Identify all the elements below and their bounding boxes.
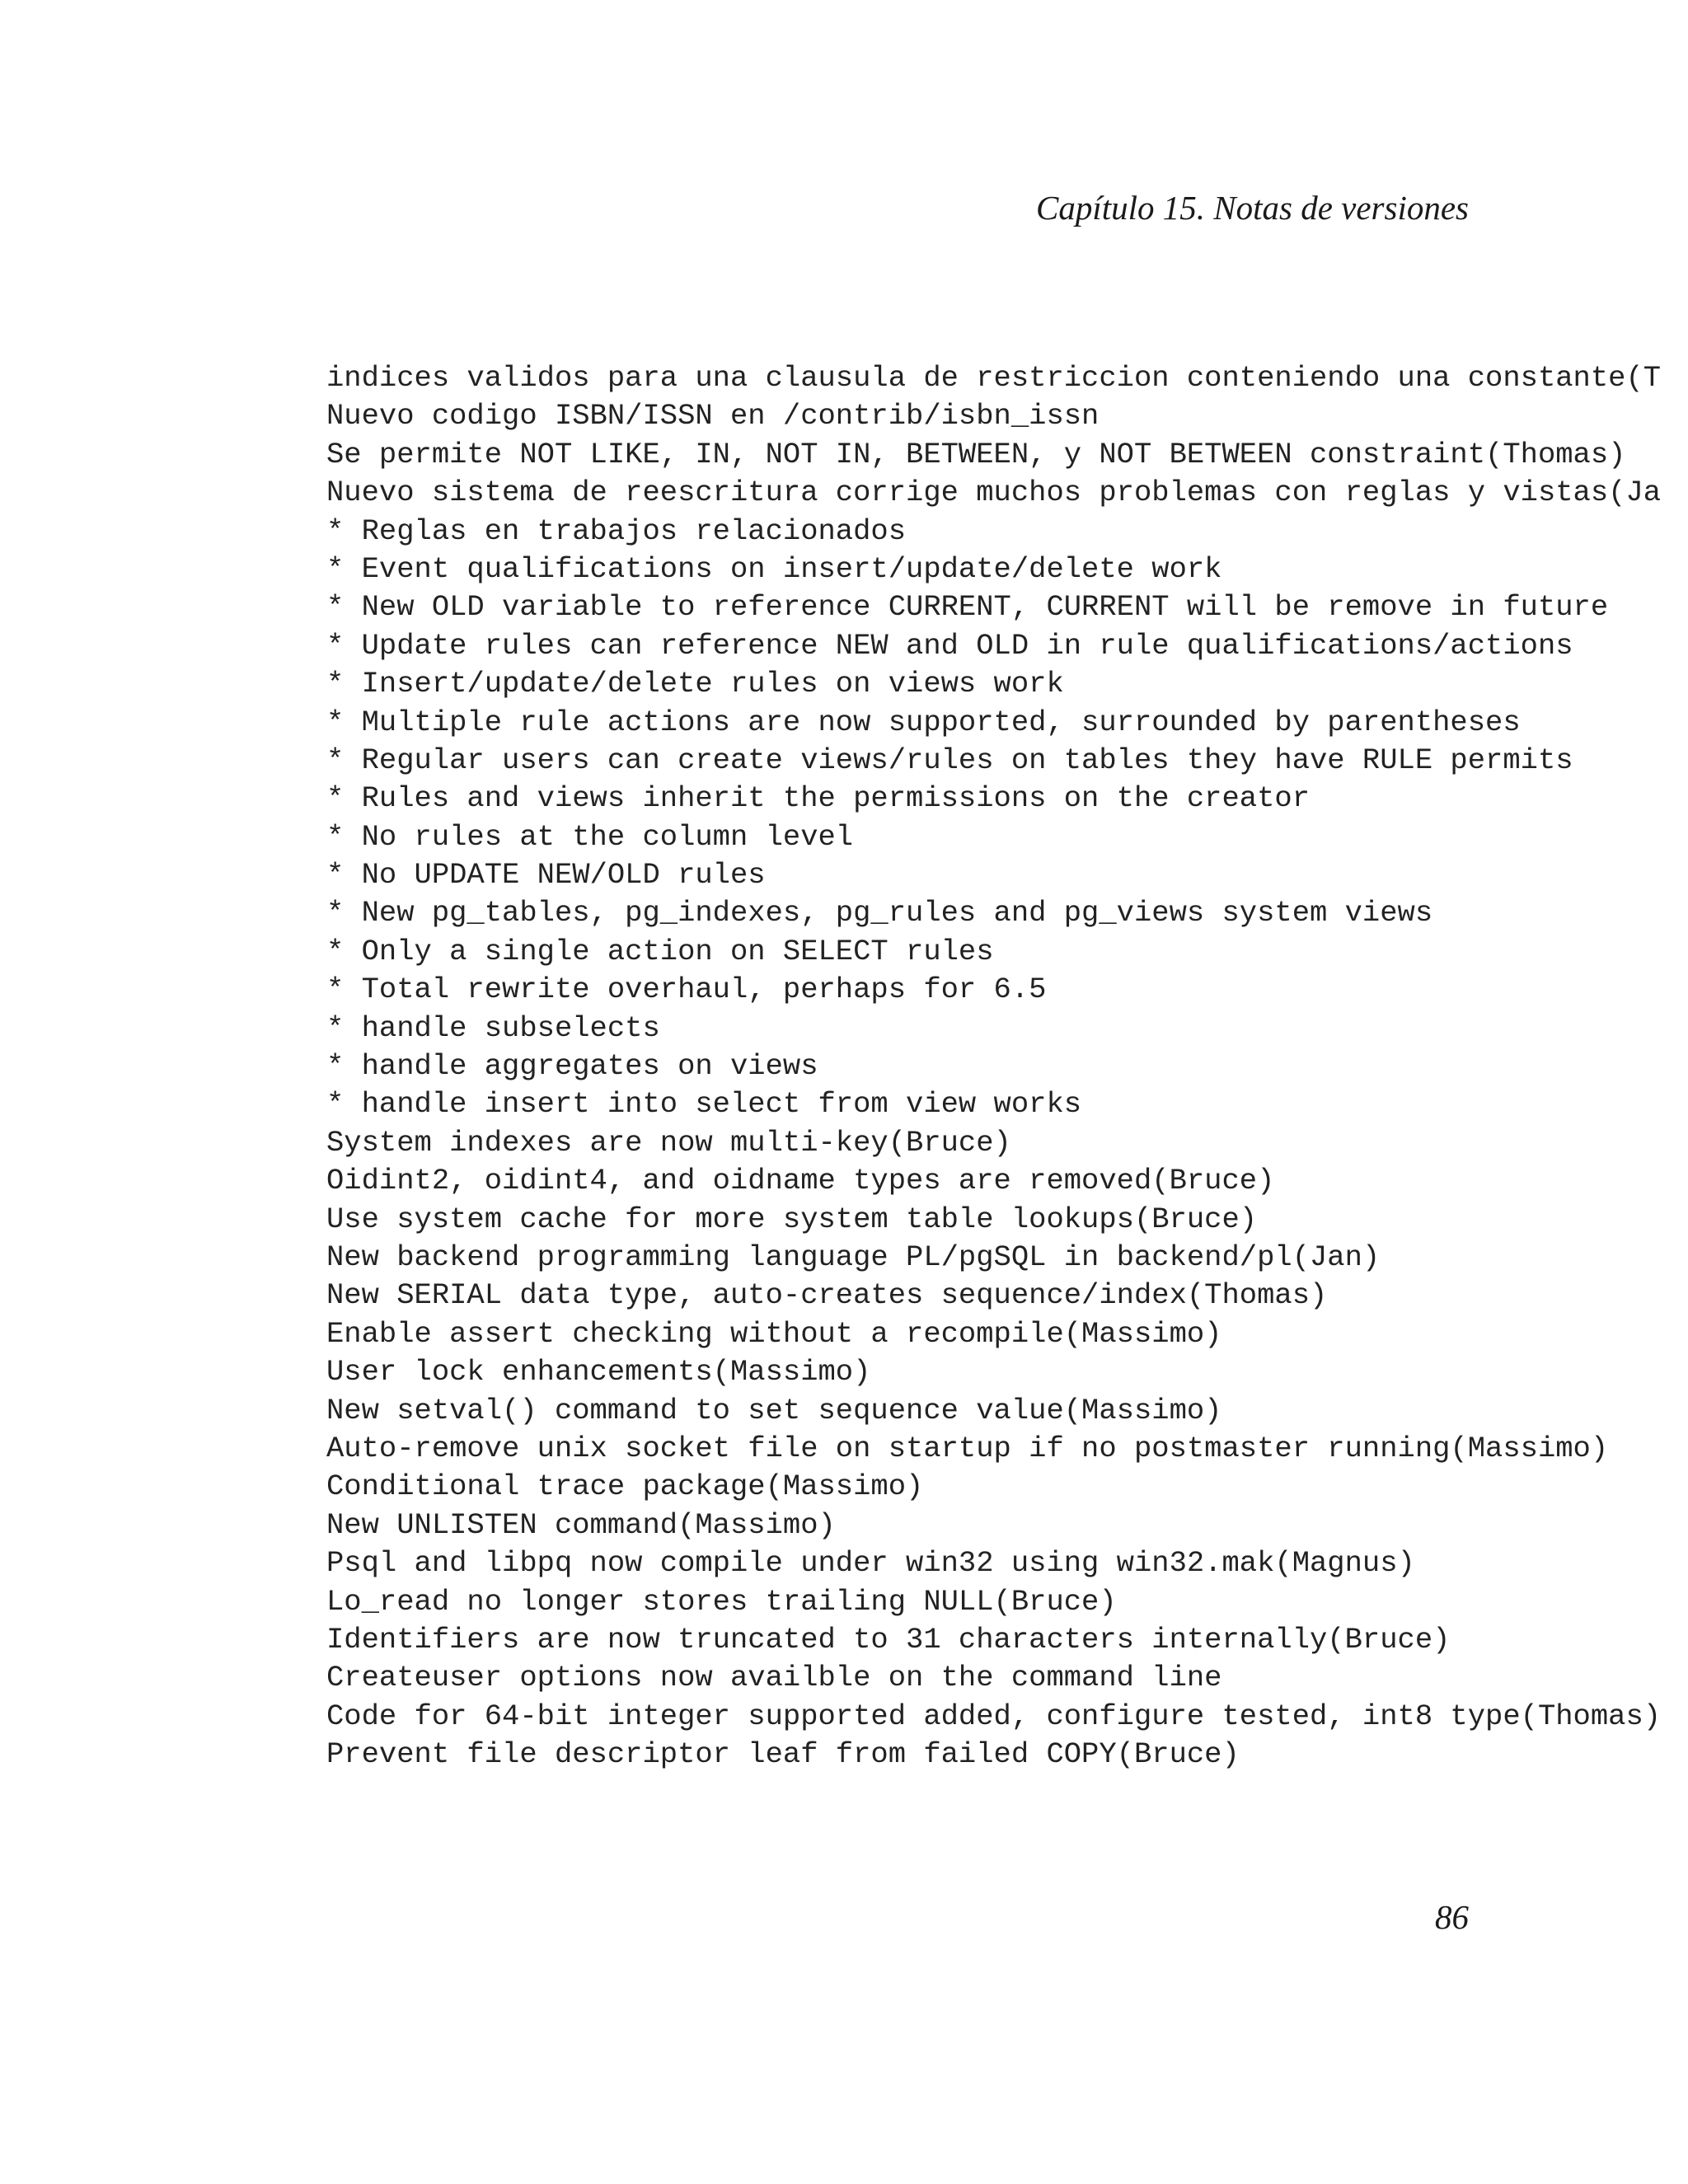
listing-line: * New OLD variable to reference CURRENT, CURRENT will be remove in future — [326, 590, 1609, 625]
listing-line: * handle aggregates on views — [326, 1049, 818, 1084]
listing-line: User lock enhancements(Massimo) — [326, 1355, 871, 1390]
listing-line: * No UPDATE NEW/OLD rules — [326, 858, 766, 893]
listing-line: Lo_read no longer stores trailing NULL(Bruce) — [326, 1584, 1117, 1619]
listing-line: Se permite NOT LIKE, IN, NOT IN, BETWEEN, y NOT BETWEEN constraint(Thomas) — [326, 437, 1626, 471]
listing-line: New SERIAL data type, auto-creates sequence/index(Thomas) — [326, 1278, 1328, 1313]
listing-line: * handle insert into select from view works — [326, 1087, 1082, 1122]
listing-line: Conditional trace package(Massimo) — [326, 1469, 924, 1504]
listing-line: * No rules at the column level — [326, 819, 854, 854]
listing-line: * Multiple rule actions are now supported, surrounded by parentheses — [326, 705, 1521, 739]
release-notes-listing — [326, 359, 1688, 1774]
listing-line: Use system cache for more system table lookups(Bruce) — [326, 1202, 1258, 1236]
listing-line: Enable assert checking without a recompile(Massimo) — [326, 1316, 1222, 1351]
page-number: 86 — [1435, 1898, 1469, 1936]
listing-line: * New pg_tables, pg_indexes, pg_rules and pg_views system views — [326, 896, 1433, 930]
listing-line: * Total rewrite overhaul, perhaps for 6.5 — [326, 972, 1047, 1007]
listing-line: Nuevo sistema de reescritura corrige muchos problemas con reglas y vistas(Ja — [326, 476, 1662, 510]
listing-line: New UNLISTEN command(Massimo) — [326, 1507, 836, 1542]
listing-line: Nuevo codigo ISBN/ISSN en /contrib/isbn_issn — [326, 399, 1100, 434]
listing-line: * Rules and views inherit the permissions on the creator — [326, 781, 1310, 816]
chapter-header: Capítulo 15. Notas de versiones — [1035, 189, 1469, 227]
listing-line: Createuser options now availble on the command line — [326, 1661, 1222, 1695]
listing-line: * Reglas en trabajos relacionados — [326, 513, 907, 548]
listing-line: New setval() command to set sequence value(Massimo) — [326, 1393, 1222, 1427]
listing-line: * handle subselects — [326, 1010, 660, 1045]
listing-line: * Only a single action on SELECT rules — [326, 934, 994, 968]
listing-line: * Regular users can create views/rules on tables they have RULE permits — [326, 743, 1573, 777]
listing-line: Identifiers are now truncated to 31 characters internally(Bruce) — [326, 1622, 1451, 1657]
listing-line: New backend programming language PL/pgSQL in backend/pl(Jan) — [326, 1240, 1381, 1274]
listing-line: Prevent file descriptor leaf from failed COPY(Bruce) — [326, 1737, 1240, 1772]
listing-line: Oidint2, oidint4, and oidname types are removed(Bruce) — [326, 1164, 1275, 1198]
listing-line: * Update rules can reference NEW and OLD in rule qualifications/actions — [326, 628, 1573, 663]
listing-line: * Insert/update/delete rules on views work — [326, 667, 1064, 701]
listing-line: indices validos para una clausula de restriccion conteniendo una constante(T — [326, 361, 1662, 395]
listing-line: Psql and libpq now compile under win32 using win32.mak(Magnus) — [326, 1546, 1415, 1581]
listing-line: System indexes are now multi-key(Bruce) — [326, 1125, 1011, 1160]
listing-line: Auto-remove unix socket file on startup if no postmaster running(Massimo) — [326, 1431, 1609, 1465]
listing-line: * Event qualifications on insert/update/delete work — [326, 551, 1222, 586]
listing-line: Code for 64-bit integer supported added, configure tested, int8 type(Thomas) — [326, 1699, 1662, 1733]
